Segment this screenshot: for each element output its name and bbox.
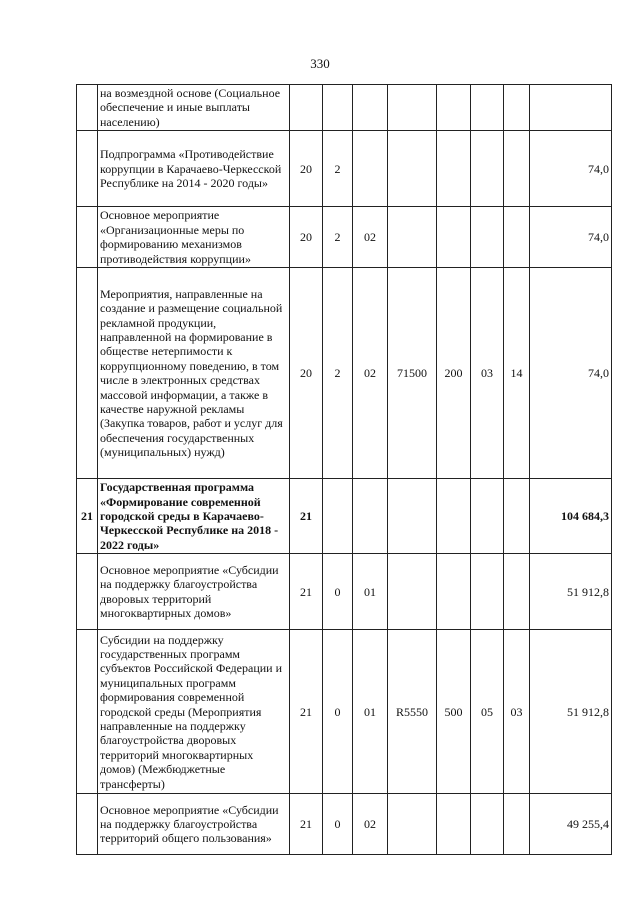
code-cell: [323, 479, 353, 554]
row-name: Государственная программа «Формирование современной городской среды в Карачаево-Черкесской Республике на 2018 - 2022 годы»: [98, 479, 290, 554]
code-cell: [437, 794, 471, 855]
row-name: Субсидии на поддержку государственных программ субъектов Российской Федерации и муниципальных программ формирования современной городской среды (Мероприятия направленные на поддержку благоустройства дворовых территорий многоквартирных домов) (Межбюджетные трансферты): [98, 630, 290, 794]
code-cell: [388, 554, 437, 630]
row-number: [77, 268, 98, 479]
amount-cell: [530, 85, 612, 131]
code-cell: [437, 207, 471, 268]
code-cell: [437, 85, 471, 131]
table-body: [77, 85, 612, 855]
amount-cell: 51 912,8: [530, 630, 612, 794]
code-cell: [388, 207, 437, 268]
row-number: [77, 554, 98, 630]
table-row: [77, 131, 612, 207]
table-row: [77, 207, 612, 268]
code-cell: 500: [437, 630, 471, 794]
code-cell: 02: [353, 207, 388, 268]
code-cell: 03: [504, 630, 530, 794]
code-cell: 0: [323, 554, 353, 630]
code-cell: [437, 131, 471, 207]
code-cell: [471, 207, 504, 268]
row-name: на возмездной основе (Социальное обеспечение и иные выплаты населению): [98, 85, 290, 131]
code-cell: [504, 794, 530, 855]
amount-cell: 74,0: [530, 131, 612, 207]
code-cell: 2: [323, 131, 353, 207]
code-cell: 21: [290, 630, 323, 794]
amount-cell: 74,0: [530, 207, 612, 268]
code-cell: [290, 85, 323, 131]
code-cell: 20: [290, 131, 323, 207]
code-cell: 200: [437, 268, 471, 479]
table-row: [77, 794, 612, 855]
table-row: [77, 554, 612, 630]
row-number: [77, 207, 98, 268]
row-number: 21: [77, 479, 98, 554]
amount-cell: 74,0: [530, 268, 612, 479]
code-cell: [504, 85, 530, 131]
code-cell: [437, 479, 471, 554]
row-name: Основное мероприятие «Субсидии на поддержку благоустройства территорий общего пользования»: [98, 794, 290, 855]
table-row: [77, 630, 612, 794]
row-number: [77, 85, 98, 131]
code-cell: 03: [471, 268, 504, 479]
code-cell: [353, 479, 388, 554]
code-cell: 05: [471, 630, 504, 794]
code-cell: [388, 794, 437, 855]
code-cell: 2: [323, 207, 353, 268]
row-number: [77, 131, 98, 207]
code-cell: 21: [290, 794, 323, 855]
code-cell: 21: [290, 479, 323, 554]
code-cell: [471, 131, 504, 207]
budget-table: [76, 84, 612, 855]
table-row: [77, 85, 612, 131]
code-cell: 02: [353, 268, 388, 479]
page-number: 330: [310, 56, 330, 71]
code-cell: [388, 131, 437, 207]
code-cell: [504, 554, 530, 630]
code-cell: 2: [323, 268, 353, 479]
amount-cell: 51 912,8: [530, 554, 612, 630]
code-cell: [504, 131, 530, 207]
code-cell: 0: [323, 794, 353, 855]
code-cell: [471, 794, 504, 855]
code-cell: 0: [323, 630, 353, 794]
code-cell: 21: [290, 554, 323, 630]
code-cell: [504, 479, 530, 554]
code-cell: 20: [290, 268, 323, 479]
amount-cell: 104 684,3: [530, 479, 612, 554]
table-row: [77, 268, 612, 479]
code-cell: 14: [504, 268, 530, 479]
row-number: [77, 794, 98, 855]
code-cell: R5550: [388, 630, 437, 794]
code-cell: [388, 479, 437, 554]
code-cell: [388, 85, 437, 131]
code-cell: [437, 554, 471, 630]
code-cell: [504, 207, 530, 268]
row-name: Подпрограмма «Противодействие коррупции в Карачаево-Черкесской Республике на 2014 - 2020 годы»: [98, 131, 290, 207]
amount-cell: 49 255,4: [530, 794, 612, 855]
code-cell: 71500: [388, 268, 437, 479]
code-cell: 20: [290, 207, 323, 268]
row-name: Основное мероприятие «Субсидии на поддержку благоустройства дворовых территорий многоквартирных домов»: [98, 554, 290, 630]
table-row: [77, 479, 612, 554]
code-cell: [471, 554, 504, 630]
row-name: Основное мероприятие «Организационные меры по формированию механизмов противодействия коррупции»: [98, 207, 290, 268]
code-cell: [471, 85, 504, 131]
code-cell: [353, 131, 388, 207]
code-cell: [323, 85, 353, 131]
row-number: [77, 630, 98, 794]
code-cell: 01: [353, 630, 388, 794]
code-cell: 01: [353, 554, 388, 630]
code-cell: [471, 479, 504, 554]
row-name: Мероприятия, направленные на создание и размещение социальной рекламной продукции, направленной на формирование в обществе нетерпимости к коррупционному поведению, в том числе в электронных средствах массовой информации, а также в качестве наружной рекламы (Закупка товаров, работ и услуг для обеспечения государственных (муниципальных) нужд): [98, 268, 290, 479]
code-cell: 02: [353, 794, 388, 855]
code-cell: [353, 85, 388, 131]
